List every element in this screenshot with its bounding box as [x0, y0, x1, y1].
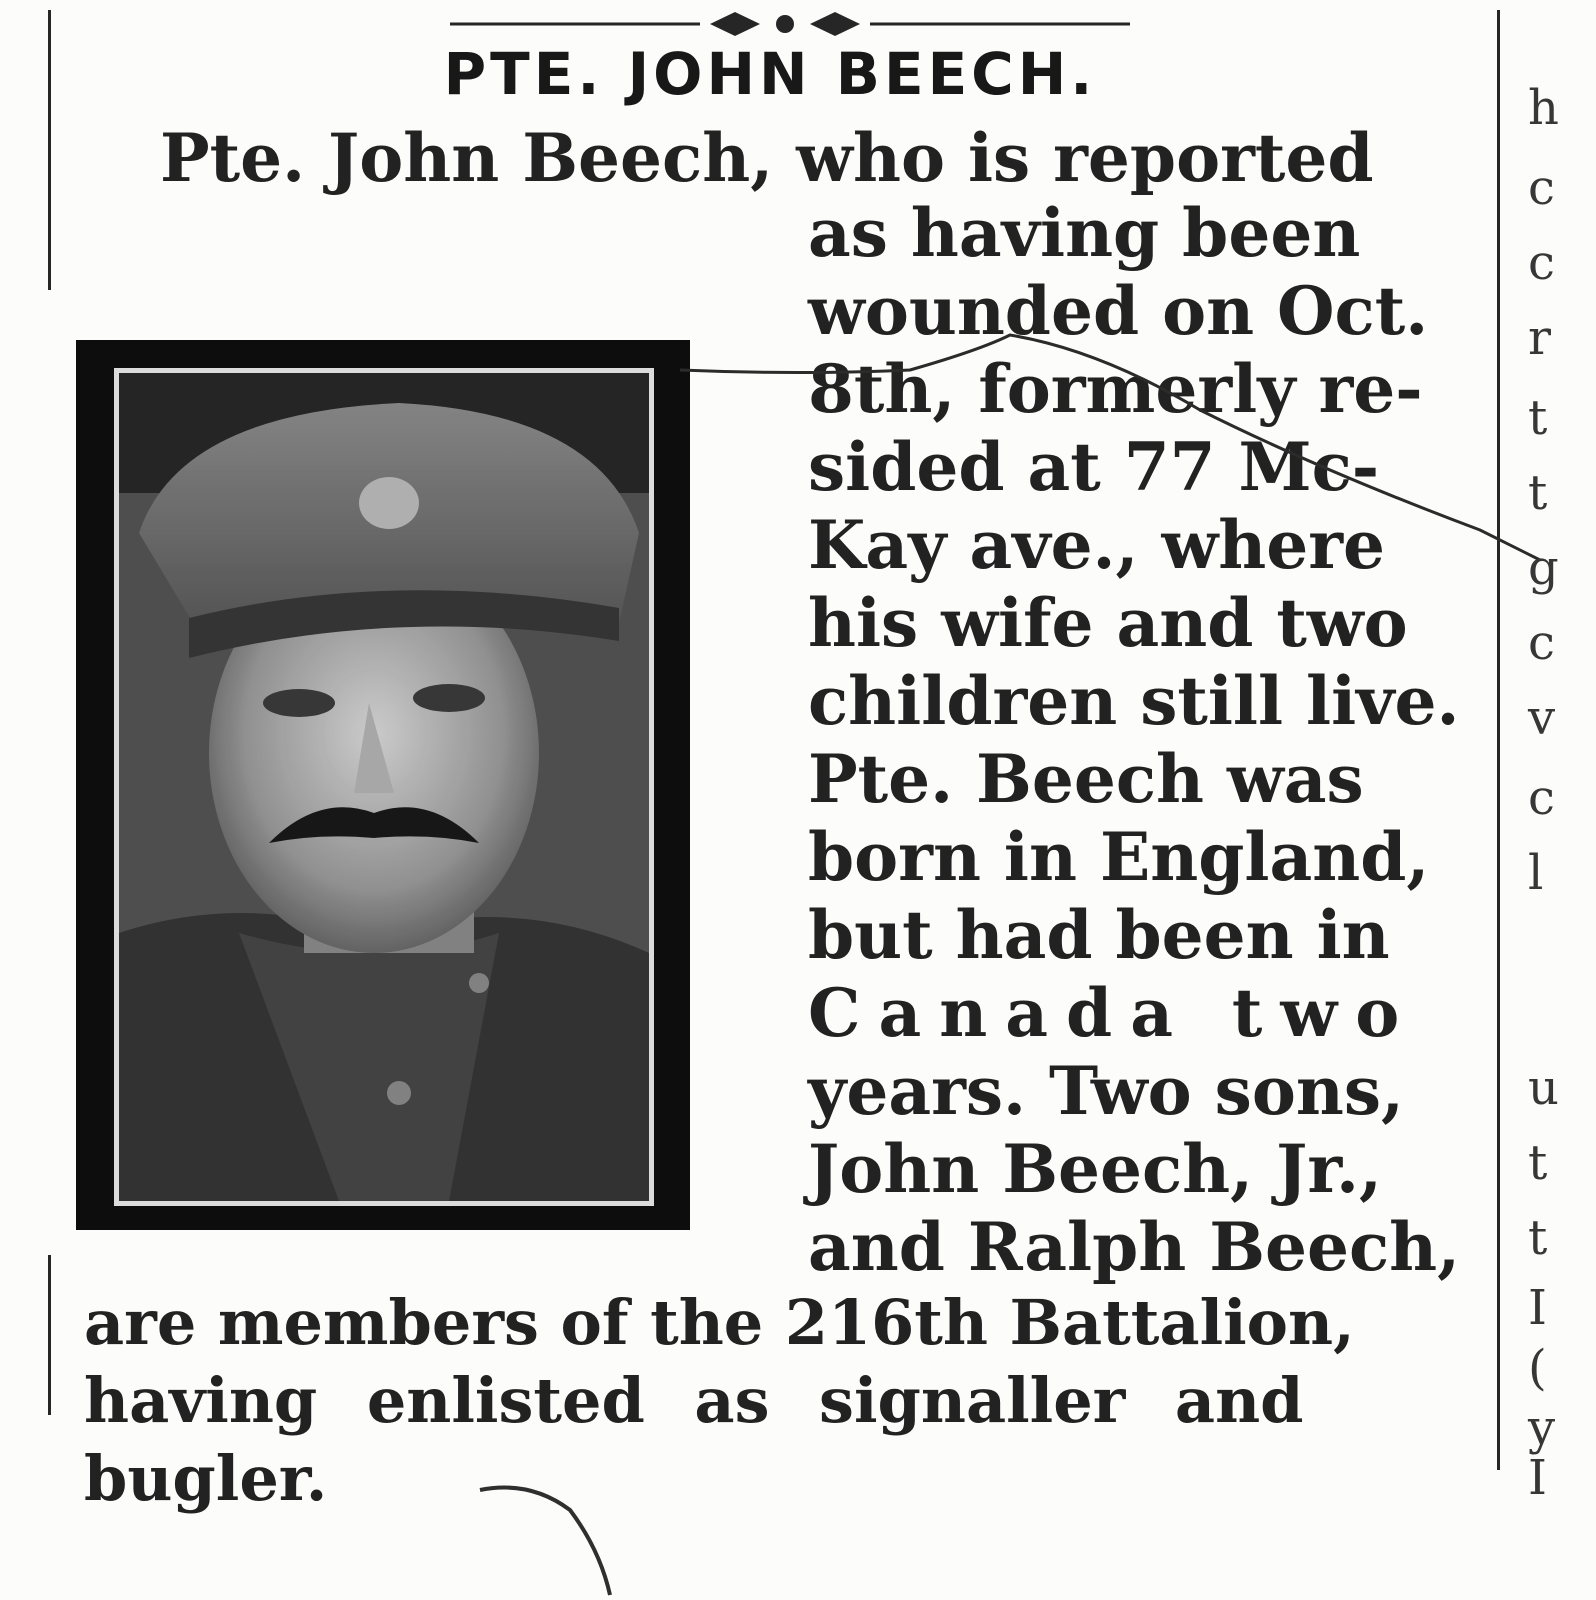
stray-ink-line — [680, 330, 1560, 590]
stray-ink-mark-bottom — [470, 1480, 670, 1600]
article-line-9: Pte. Beech was — [808, 740, 1364, 818]
article-line-10: born in England, — [808, 818, 1430, 896]
fragment: ( — [1528, 1340, 1547, 1396]
article-line-11: but had been in — [808, 896, 1390, 974]
fragment: h — [1528, 80, 1559, 136]
article-line-7: his wife and two — [808, 584, 1408, 662]
article-line-13: years. Two sons, — [808, 1052, 1404, 1130]
article-line-12: Canada two — [808, 974, 1418, 1052]
fragment: I — [1528, 1280, 1547, 1336]
fragment: y — [1528, 1400, 1556, 1456]
soldier-portrait-illustration — [119, 373, 649, 1201]
fragment: c — [1528, 160, 1555, 216]
portrait-photo-frame — [76, 340, 690, 1230]
article-line-15: and Ralph Beech, — [808, 1208, 1461, 1286]
article-line-6: Kay ave., where — [808, 506, 1386, 584]
fragment: t — [1528, 1135, 1548, 1191]
portrait-photo — [114, 368, 654, 1206]
fragment: c — [1528, 615, 1555, 671]
fragment: v — [1528, 690, 1556, 746]
article-line: Pte. John Beech, who is reported — [160, 119, 1374, 197]
article-line-14: John Beech, Jr., — [808, 1130, 1382, 1208]
fragment: r — [1528, 310, 1551, 366]
adjacent-column-fragments — [1520, 0, 1596, 1600]
article-line-17: having enlisted as signaller and — [84, 1364, 1304, 1437]
article-line-2: as having been — [808, 194, 1361, 272]
article-line-18: bugler. — [84, 1442, 328, 1515]
article-line-4: 8th, formerly re- — [808, 350, 1423, 428]
fragment: g — [1528, 540, 1559, 596]
fragment: I — [1528, 1450, 1547, 1506]
fragment: c — [1528, 235, 1555, 291]
fragment: c — [1528, 770, 1555, 826]
headline: PTE. JOHN BEECH. — [443, 40, 1097, 108]
right-column-rule — [1497, 10, 1500, 1470]
fragment: l — [1528, 845, 1544, 901]
fragment: t — [1528, 1210, 1548, 1266]
ornamental-divider — [450, 6, 1130, 42]
article-line-5: sided at 77 Mc- — [808, 428, 1380, 506]
article-line-8: children still live. — [808, 662, 1460, 740]
article-line-3: wounded on Oct. — [808, 272, 1429, 350]
left-column-rule-lower — [48, 1255, 51, 1415]
fragment: t — [1528, 390, 1548, 446]
fragment: t — [1528, 465, 1548, 521]
article-line-1 — [160, 119, 1470, 197]
article-line-16: are members of the 216th Battalion, — [84, 1286, 1355, 1359]
fragment: u — [1528, 1060, 1559, 1116]
